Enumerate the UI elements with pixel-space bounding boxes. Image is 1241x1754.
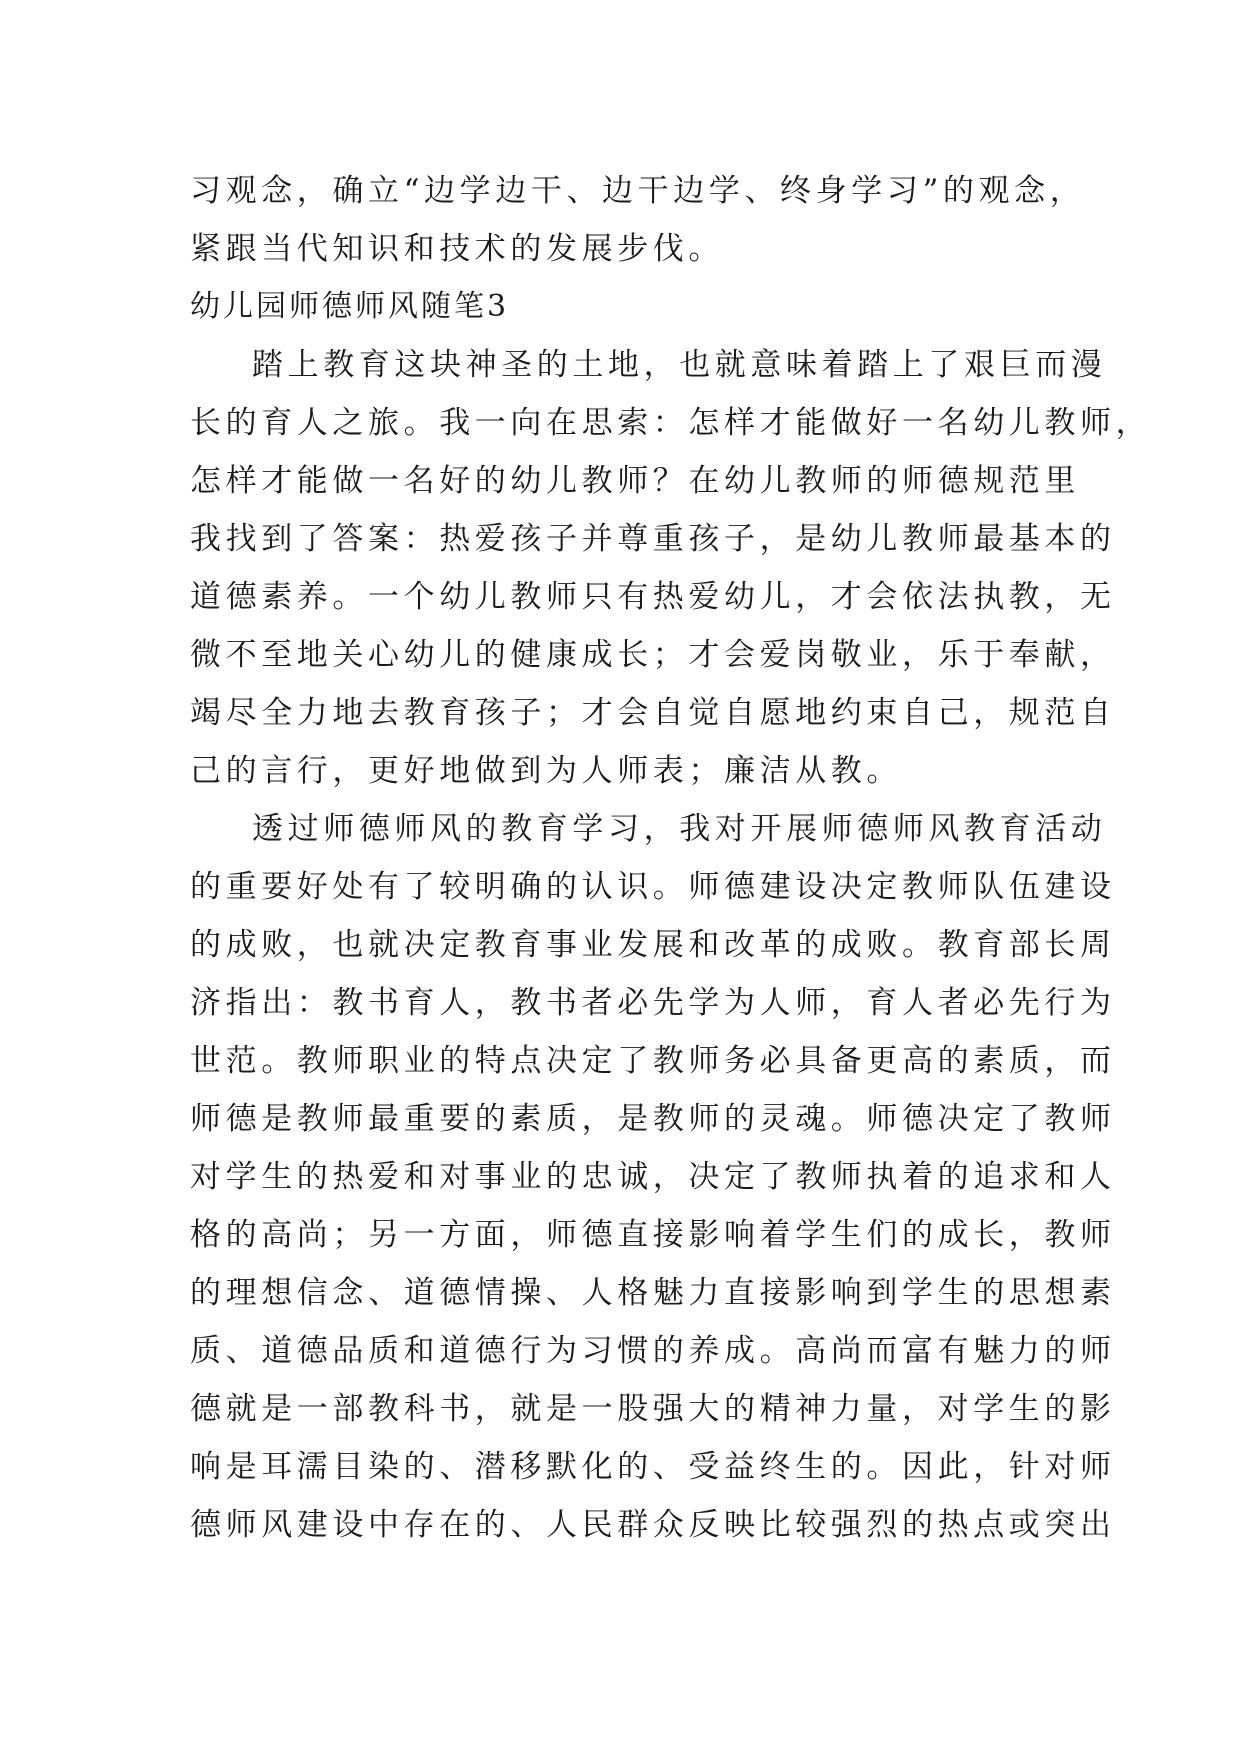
text-line: 世范。教师职业的特点决定了教师务必具备更高的素质，而	[190, 1043, 1116, 1079]
paragraph-first-line: 踏上教育这块神圣的土地，也就意味着踏上了艰巨而漫	[252, 347, 1107, 383]
paragraph-first-line: 透过师德师风的教育学习，我对开展师德师风教育活动	[252, 811, 1107, 847]
text-line: 的重要好处有了较明确的认识。师德建设决定教师队伍建设	[190, 869, 1116, 905]
text-line: 道德素养。一个幼儿教师只有热爱幼儿，才会依法执教，无	[190, 579, 1116, 615]
text-line: 德师风建设中存在的、人民群众反映比较强烈的热点或突出	[190, 1507, 1116, 1543]
text-line: 格的高尚；另一方面，师德直接影响着学生们的成长，教师	[190, 1217, 1116, 1253]
text-line: 竭尽全力地去教育孩子；才会自觉自愿地约束自己，规范自	[190, 695, 1116, 731]
text-line: 微不至地关心幼儿的健康成长；才会爱岗敬业，乐于奉献，	[190, 637, 1116, 673]
document-body	[190, 162, 1152, 1554]
text-line: 对学生的热爱和对事业的忠诚，决定了教师执着的追求和人	[190, 1159, 1116, 1195]
text-line: 的成败，也就决定教育事业发展和改革的成败。教育部长周	[190, 927, 1116, 963]
text-line: 长的育人之旅。我一向在思索：怎样才能做好一名幼儿教师，	[190, 405, 1152, 441]
text-line: 己的言行，更好地做到为人师表；廉洁从教。	[190, 753, 902, 789]
text-line: 的理想信念、道德情操、人格魅力直接影响到学生的思想素	[190, 1275, 1116, 1311]
text-line: 习观念，确立“边学边干、边干边学、终身学习”的观念，	[190, 173, 1086, 209]
text-line: 质、道德品质和道德行为习惯的养成。高尚而富有魅力的师	[190, 1333, 1116, 1369]
text-line: 济指出：教书育人，教书者必先学为人师，育人者必先行为	[190, 985, 1116, 1021]
text-line: 师德是教师最重要的素质，是教师的灵魂。师德决定了教师	[190, 1101, 1116, 1137]
text-line: 我找到了答案：热爱孩子并尊重孩子，是幼儿教师最基本的	[190, 521, 1116, 557]
text-line: 响是耳濡目染的、潜移默化的、受益终生的。因此，针对师	[190, 1449, 1116, 1485]
text-line: 紧跟当代知识和技术的发展步伐。	[190, 231, 724, 267]
text-line: 怎样才能做一名好的幼儿教师？在幼儿教师的师德规范里	[190, 463, 1080, 499]
text-line: 德就是一部教科书，就是一股强大的精神力量，对学生的影	[190, 1391, 1116, 1427]
section-heading: 幼儿园师德师风随笔3	[190, 289, 510, 324]
